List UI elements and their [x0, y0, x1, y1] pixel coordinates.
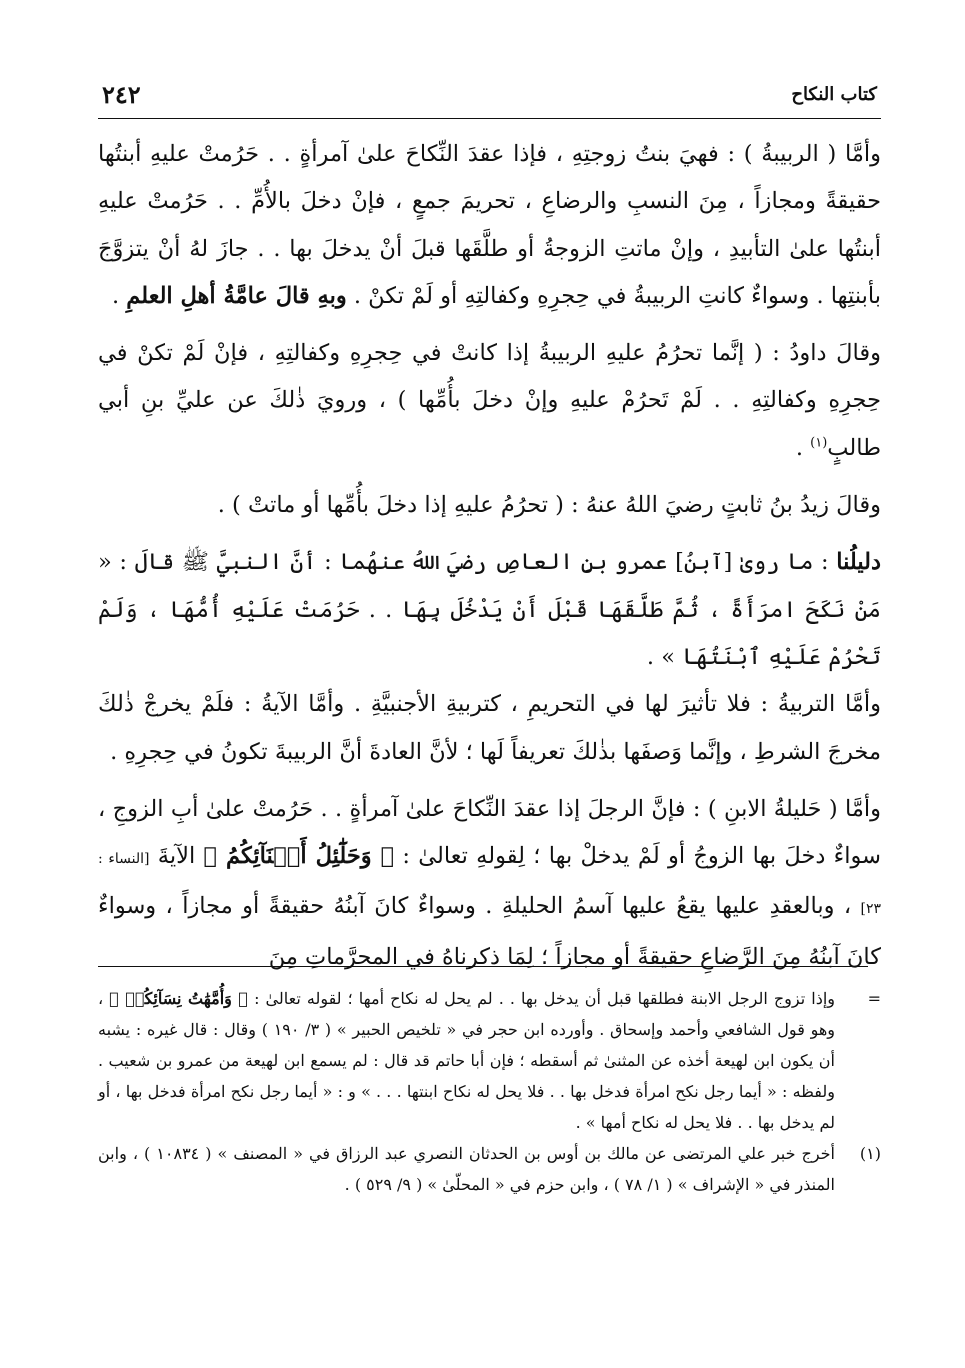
evidence-label: دليلُنا [836, 549, 881, 576]
paragraph-tarbiya: وأمَّا التربيةُ : فلا تأثيرَ لها في التحريمِ ، كتربيةِ الأجنبيَّةِ . وأمَّا الآيةُ : فلَمْ يخرجْ ذٰلكَ مخرجَ الشرطِ ، وإنَّما وَصفَها بذٰلكَ تعريفاً لَها ؛ لأنَّ العادةَ أنَّ الربيبةَ تكونُ في حِجرِهِ . [98, 691, 881, 765]
footnote-1: (١) أخرج خبر علي المرتضى عن مالك بن أوس بن الحدثان النصري عبد الرزاق في « المصنف » ( ١٠٨٣٤ ) ، وابن المنذر في « الإشراف » ( ١/ ٧٨ ) ، وابن حزم في « المحلّىٰ » ( ٩/ ٥٢٩ ) . [98, 1138, 881, 1200]
footnote-divider [98, 966, 868, 967]
page-number: ٢٤٢ [102, 80, 141, 109]
paragraph-zayd: وقالَ زيدُ بنُ ثابتٍ رضيَ اللهُ عنهُ : ( تحرُمُ عليهِ إذا دخلَ بأُمِّها أو ماتتْ ) . [217, 492, 881, 519]
paragraph-text: وأمَّا ( حَليلةُ الابنِ ) : فإنَّ الرجلَ إذا عقدَ النِّكاحَ علىٰ آمرأةٍ . . حَرُمتْ علىٰ أبِ الزوجِ ، سواءٌ دخلَ بها الزوجُ أو لَمْ يدخلْ بها ؛ لِقولهِ تعالىٰ : [98, 795, 881, 870]
paragraph-text: وقالَ داودُ : ( إنَّما تحرُمُ عليهِ الربيبةُ إذا كانتْ في حِجرِهِ وكفالتِهِ ، فإنْ لَمْ تكنْ في حِجرِهِ وكفالتِهِ . . لَمْ تَحرُمْ عليهِ وإنْ دخلَ بأُمِّها ) ، ورويَ ذٰلكَ عن عليِّ بنِ أبي طالبٍ [98, 340, 881, 461]
bold-phrase: وبهِ قالَ عامَّةُ أهلِ العلمِ [126, 282, 347, 309]
paragraph-halila: وأمَّا ( حَليلةُ الابنِ ) : فإنَّ الرجلَ إذا عقدَ النِّكاحَ علىٰ آمرأةٍ . . حَرُمتْ علىٰ أبِ الزوجِ ، سواءٌ دخلَ بها الزوجُ أو لَمْ يدخلْ بها ؛ لِقولهِ تعالىٰ : ﴿ وَحَلَٰٓئِلُ أَبۡنَآئِكُمُ ﴾ الآيةَ [النساء : ٢٣] ، وبالعقدِ عليها يقعُ عليها آسمُ الحليلةِ . وسواءٌ كانَ آبنُهُ حقيقةً أو مجازاً ، وسواءٌ كانَ آبنُهُ مِنَ الرَّضاعِ حقيقةً أو مجازاً ؛ لِمَا ذكرناهُ في المحرَّماتِ مِنَ [98, 795, 881, 970]
footnote-continued: = وإذا تزوج الرجل الابنة فطلقها قبل أن يدخل بها . . لم يحل له نكاح أمها ؛ لقوله تعالىٰ : ﴿ وَأُمَّهَٰتُ نِسَآئِكُمۡ ﴾ ، وهو قول الشافعي وأحمد وإسحاق . وأورده ابن حجر في « تلخيص الحبير » ( ٣/ ١٩٠ ) وقال : قال غيره : يشبه أن يكون ابن لهيعة أخذه عن المثنىٰ ثم أسقطه ؛ فإن أبا حاتم قد قال : لم يسمع ابن لهيعة من عمرو بن شعيب . ولفظه : « أيما رجل نكح امرأة فدخل بها . . فلا يحل له نكاح ابنتها . . . » و : « أيما رجل نكح امرأة فدخل بها ، أو لم يدخل بها . . فلا يحل له نكاح أمها » . [98, 983, 881, 1138]
main-text [98, 131, 881, 981]
quran-verse: ﴿ وَأُمَّهَٰتُ نِسَآئِكُمۡ ﴾ [109, 989, 249, 1008]
running-header [98, 78, 881, 119]
paragraph-rabiba: وأمَّا ( الربيبةُ ) : فهيَ بنتُ زوجتِهِ ، فإذا عقدَ النِّكاحَ علىٰ آمرأةٍ . . حَرُمتْ عليهِ أبنتُها حقيقةً ومجازاً ، مِنَ النسبِ والرضاعِ ، تحريمَ جمعٍ ، فإنْ دخلَ بالأُمِّ . . حَرُمتْ عليهِ أبنتُها علىٰ التأبيدِ ، وإنْ ماتتِ الزوجةُ أو طلَّقَها قبلَ أنْ يدخلَ بها . . جازَ لهُ أنْ يتزوَّجَ بأبنتِها . وسواءٌ كانتِ الربيبةُ في حِجرِهِ وكفالتِهِ أو لَمْ تكنْ . وبهِ قالَ عامَّةُ أهلِ العلمِ . [98, 141, 881, 309]
verse-reference: [النساء : ٢٣] [98, 851, 881, 918]
paragraph-dawud: وقالَ داودُ : ( إنَّما تحرُمُ عليهِ الربيبةُ إذا كانتْ في حِجرِهِ وكفالتِهِ ، فإنْ لَمْ تكنْ في حِجرِهِ وكفالتِهِ . . لَمْ تَحرُمْ عليهِ وإنْ دخلَ بأُمِّها ) ، ورويَ ذٰلكَ عن عليِّ بنِ أبي طالبٍ$^{(١)}$ . [98, 340, 881, 461]
footnote-number: (١) [859, 1144, 881, 1163]
paragraph-text: وأمَّا ( الربيبةُ ) : فهيَ بنتُ زوجتِهِ ، فإذا عقدَ النِّكاحَ علىٰ آمرأةٍ . . حَرُمتْ عليهِ أبنتُها حقيقةً ومجازاً ، مِنَ النسبِ والرضاعِ ، تحريمَ جمعٍ ، فإنْ دخلَ بالأُمِّ . . حَرُمتْ عليهِ أبنتُها علىٰ التأبيدِ ، وإنْ ماتتِ الزوجةُ أو طلَّقَها قبلَ أنْ يدخلَ بها . . جازَ لهُ أنْ يتزوَّجَ بأبنتِها . وسواءٌ كانتِ الربيبةُ في حِجرِهِ وكفالتِهِ أو لَمْ تكنْ . [98, 141, 881, 309]
chapter-title: كتاب النكاح [791, 84, 877, 105]
quran-verse: ﴿ وَحَلَٰٓئِلُ أَبۡنَآئِكُمُ ﴾ [203, 843, 395, 870]
footnotes [98, 983, 881, 1200]
continuation-mark: = [867, 989, 881, 1008]
footnote-reference[interactable]: (١) [810, 435, 828, 451]
paragraph-evidence [98, 539, 881, 681]
paragraph-text: : ما روىٰ [آبنُ] عمرو بنِ العاصِ رضيَ اللهُ عنهُما : أنَّ النبيَّ ﷺ قالَ : « مَنْ نَكَحَ امرَأَةً ، ثُمَّ طَلَّقَهَا قَبْلَ أَنْ يَدْخُلَ بِهَا . . حَرُمَتْ عَلَيْهِ أُمُّهَا ، وَلَمْ تَحْرُمْ عَلَيْهِ ٱبْنَتُهَا » . [98, 549, 881, 670]
